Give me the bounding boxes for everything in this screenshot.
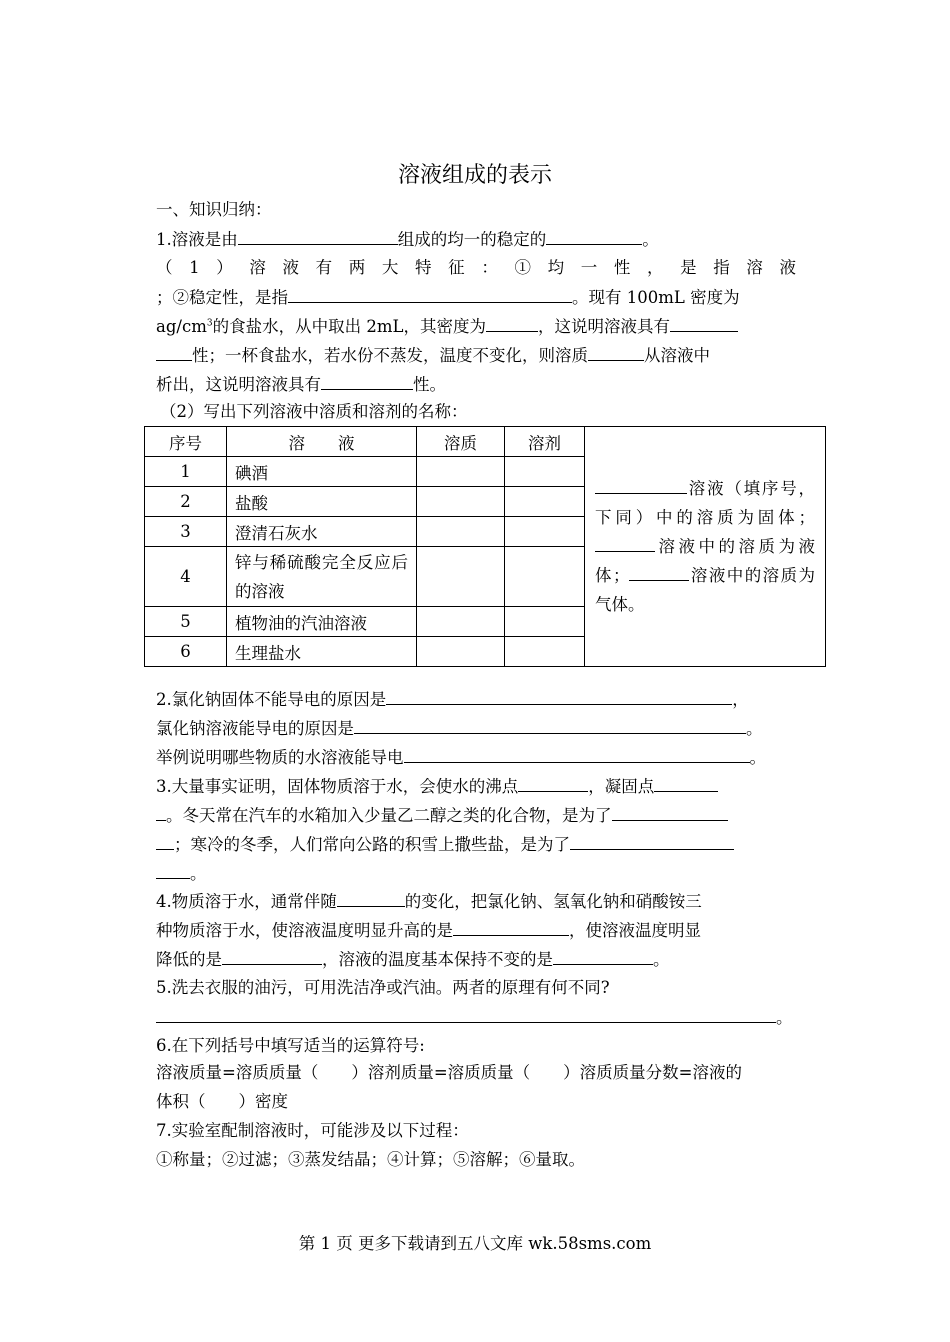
- solute-cell[interactable]: [417, 547, 505, 607]
- table-row: 6 生理盐水: [145, 637, 826, 667]
- q2-line-1: 2.氯化钠固体不能导电的原因是 ，: [156, 690, 749, 709]
- blank: [222, 949, 322, 965]
- blank: [612, 805, 728, 821]
- header-solvent: 溶剂: [505, 427, 585, 457]
- solvent-cell[interactable]: [505, 487, 585, 517]
- blank: [670, 316, 738, 332]
- blank: [588, 345, 644, 361]
- solvent-cell[interactable]: [505, 607, 585, 637]
- blank: [156, 1007, 776, 1023]
- blank: [654, 776, 718, 792]
- blank: [546, 229, 642, 245]
- q1-line-4: $ag/cm^3$的食盐水，从中取出 2mL，其密度为 ，这说明溶液具有: [156, 316, 796, 337]
- section-heading: 一、知识归纳：: [156, 200, 272, 219]
- q7-line-1: 7.实验室配制溶液时，可能涉及以下过程：: [156, 1121, 469, 1140]
- solute-cell[interactable]: [417, 487, 505, 517]
- q1-line-2: （1）溶液有两大特征：①均一性，是指溶液: [156, 258, 796, 277]
- q1-line-3: ；②稳定性，是指 。现有 100mL 密度为: [156, 288, 740, 307]
- blank: [156, 345, 192, 361]
- header-no: 序号: [145, 427, 227, 457]
- header-solute: 溶质: [417, 427, 505, 457]
- q4-line-2: 种物质溶于水，使溶液温度明显升高的是 ，使溶液温度明显: [156, 921, 701, 940]
- header-solution: 溶 液: [227, 427, 417, 457]
- blank: [629, 565, 689, 581]
- q4-line-1: 4.物质溶于水，通常伴随 的变化，把氯化钠、氢氧化钠和硝酸铵三: [156, 892, 702, 911]
- solvent-cell[interactable]: [505, 547, 585, 607]
- page-footer: 第 1 页 更多下载请到五八文库 wk.58sms.com: [298, 1234, 652, 1253]
- q1-sub-2: （2）写出下列溶液中溶质和溶剂的名称：: [160, 402, 468, 421]
- q1-line-5: 性；一杯食盐水，若水份不蒸发，温度不变化，则溶质 从溶液中: [156, 345, 796, 366]
- blank: [386, 689, 732, 705]
- blank: [595, 536, 655, 552]
- q6-line-1: 6.在下列括号中填写适当的运算符号:: [156, 1036, 425, 1055]
- blank: [337, 891, 405, 907]
- solution-table: [144, 426, 826, 667]
- blank: [288, 287, 572, 303]
- solvent-cell[interactable]: [505, 637, 585, 667]
- table-header-row: [145, 427, 826, 457]
- q7-line-2: ①称量；②过滤；③蒸发结晶；④计算；⑤溶解；⑥量取。: [156, 1150, 585, 1169]
- q5-line-2: 。: [156, 1007, 796, 1028]
- page-title: 溶液组成的表示: [397, 163, 552, 188]
- table-row: 3 澄清石灰水: [145, 517, 826, 547]
- solute-cell[interactable]: [417, 637, 505, 667]
- q3-line-2: 。冬天常在汽车的水箱加入少量乙二醇之类的化合物，是为了: [156, 805, 796, 826]
- blank: [453, 920, 569, 936]
- q2-line-3: 举例说明哪些物质的水溶液能导电 。: [156, 748, 766, 767]
- table-row: 5 植物油的汽油溶液: [145, 607, 826, 637]
- q6-line-3: 体积（ ）密度: [156, 1092, 288, 1111]
- blank: [404, 747, 750, 763]
- q6-line-2: 溶液质量=溶质质量（ ）溶剂质量=溶质质量（ ）溶质质量分数=溶液的: [156, 1063, 742, 1082]
- blank: [354, 718, 746, 734]
- solute-cell[interactable]: [417, 457, 505, 487]
- q2-line-2: 氯化钠溶液能导电的原因是 。: [156, 719, 763, 738]
- blank: [595, 478, 687, 494]
- solvent-cell[interactable]: [505, 457, 585, 487]
- blank: [156, 805, 166, 821]
- q3-line-3: ；寒冷的冬季，人们常向公路的积雪上撒些盐，是为了: [156, 834, 796, 855]
- blank: [156, 863, 190, 879]
- blank: [570, 834, 734, 850]
- blank: [553, 949, 653, 965]
- blank: [321, 374, 413, 390]
- blank: [238, 229, 398, 245]
- solute-cell[interactable]: [417, 517, 505, 547]
- blank: [486, 316, 538, 332]
- table-row: 4 锌与稀硫酸完全反应后的溶液: [145, 547, 826, 607]
- side-note: 溶液（填序号，下同）中的溶质为固体；溶液中的溶质为液体； 溶液中的溶质为气体。: [585, 427, 826, 667]
- solute-cell[interactable]: [417, 607, 505, 637]
- solvent-cell[interactable]: [505, 517, 585, 547]
- q5-line-1: 5.洗去衣服的油污，可用洗洁净或汽油。两者的原理有何不同?: [156, 978, 610, 997]
- blank: [518, 776, 588, 792]
- blank: [156, 834, 174, 850]
- table-row: 2 盐酸: [145, 487, 826, 517]
- q1-line-1: 1.溶液是由 组成的均一的稳定的 。: [156, 230, 659, 249]
- q3-line-4: 。: [156, 863, 796, 884]
- q3-line-1: 3.大量事实证明，固体物质溶于水，会使水的沸点 ，凝固点: [156, 776, 796, 797]
- q4-line-3: 降低的是 ，溶液的温度基本保持不变的是 。: [156, 950, 670, 969]
- table-row: 1 碘酒: [145, 457, 826, 487]
- q1-line-6: 析出，这说明溶液具有 性。: [156, 375, 446, 394]
